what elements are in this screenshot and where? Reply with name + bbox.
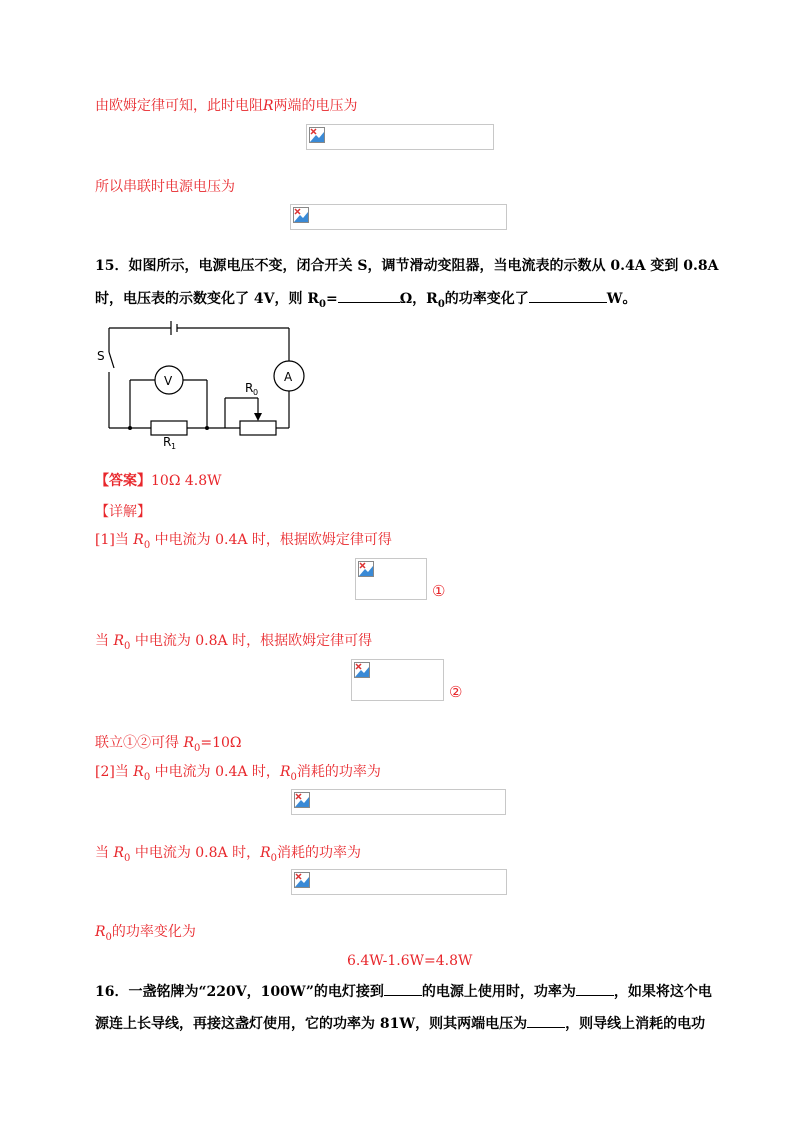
question-16-text: 16．一盏铭牌为“220V，100W”的电灯接到 的电源上使用时，功率为 ，如果将这个电 [95,981,712,1002]
formula-image-placeholder [306,124,494,150]
detail-tag: 【详解】 [95,504,151,520]
equation-marker-1: ① [432,582,446,600]
detail-line-7: 6.4W-1.6W=4.8W [347,953,473,969]
r1-label: R [163,435,172,449]
formula-image-placeholder [351,659,444,701]
question-15-text: 15．如图所示，电源电压不变，闭合开关 S，调节滑动变阻器，当电流表的示数从 0.4A 变到 0.8A [95,258,719,274]
answer-line: 【答案】10Ω 4.8W [95,473,222,489]
detail-line-2: 当 $R_0$ 中电流为 0.8A 时，根据欧姆定律可得 [95,633,373,652]
solution-text-source-voltage: 所以串联时电源电压为 [95,179,235,195]
answer-blank[interactable] [384,981,422,996]
formula-image-placeholder [291,869,507,895]
r1-sub-label: 1 [171,442,177,450]
answer-blank[interactable] [338,288,400,303]
broken-image-icon [293,207,309,223]
equation-marker-2: ② [449,683,463,701]
ammeter-label: A [284,370,293,384]
question-15-text-cont: 时，电压表的示数变化了 4V，则 $R_0= \Omega$，$R_0$的功率变化了 W。 [95,288,637,315]
broken-image-icon [354,662,370,678]
detail-line-1: [1]当 $R_0$ 中电流为 0.4A 时，根据欧姆定律可得 [95,532,392,551]
answer-blank[interactable] [576,981,614,996]
broken-image-icon [294,872,310,888]
voltmeter-label: V [164,374,173,388]
broken-image-icon [358,561,374,577]
solution-text-resistor-voltage: 由欧姆定律可知，此时电阻R两端的电压为 [95,98,358,114]
detail-line-3: 联立①②可得 $R_0=10\Omega$ [95,735,242,754]
broken-image-icon [309,127,325,143]
r0-sub-label: 0 [253,388,259,397]
answer-blank[interactable] [529,288,607,303]
formula-image-placeholder [291,789,506,815]
broken-image-icon [294,792,310,808]
r0-label: R [245,381,254,395]
question-16-text-cont: 源连上长导线，再接这盏灯使用，它的功率为 81W，则其两端电压为 ，则导线上消耗的电功 [95,1013,705,1034]
detail-line-6: $R_0$的功率变化为 [95,924,196,943]
detail-line-5: 当 $R_0$ 中电流为 0.8A 时，$R_0$消耗的功率为 [95,845,362,864]
detail-line-4: [2]当 $R_0$ 中电流为 0.4A 时，$R_0$消耗的功率为 [95,764,381,783]
circuit-diagram [95,316,310,450]
answer-blank[interactable] [527,1013,565,1028]
switch-label: S [97,349,105,363]
formula-image-placeholder [355,558,427,600]
formula-image-placeholder [290,204,507,230]
